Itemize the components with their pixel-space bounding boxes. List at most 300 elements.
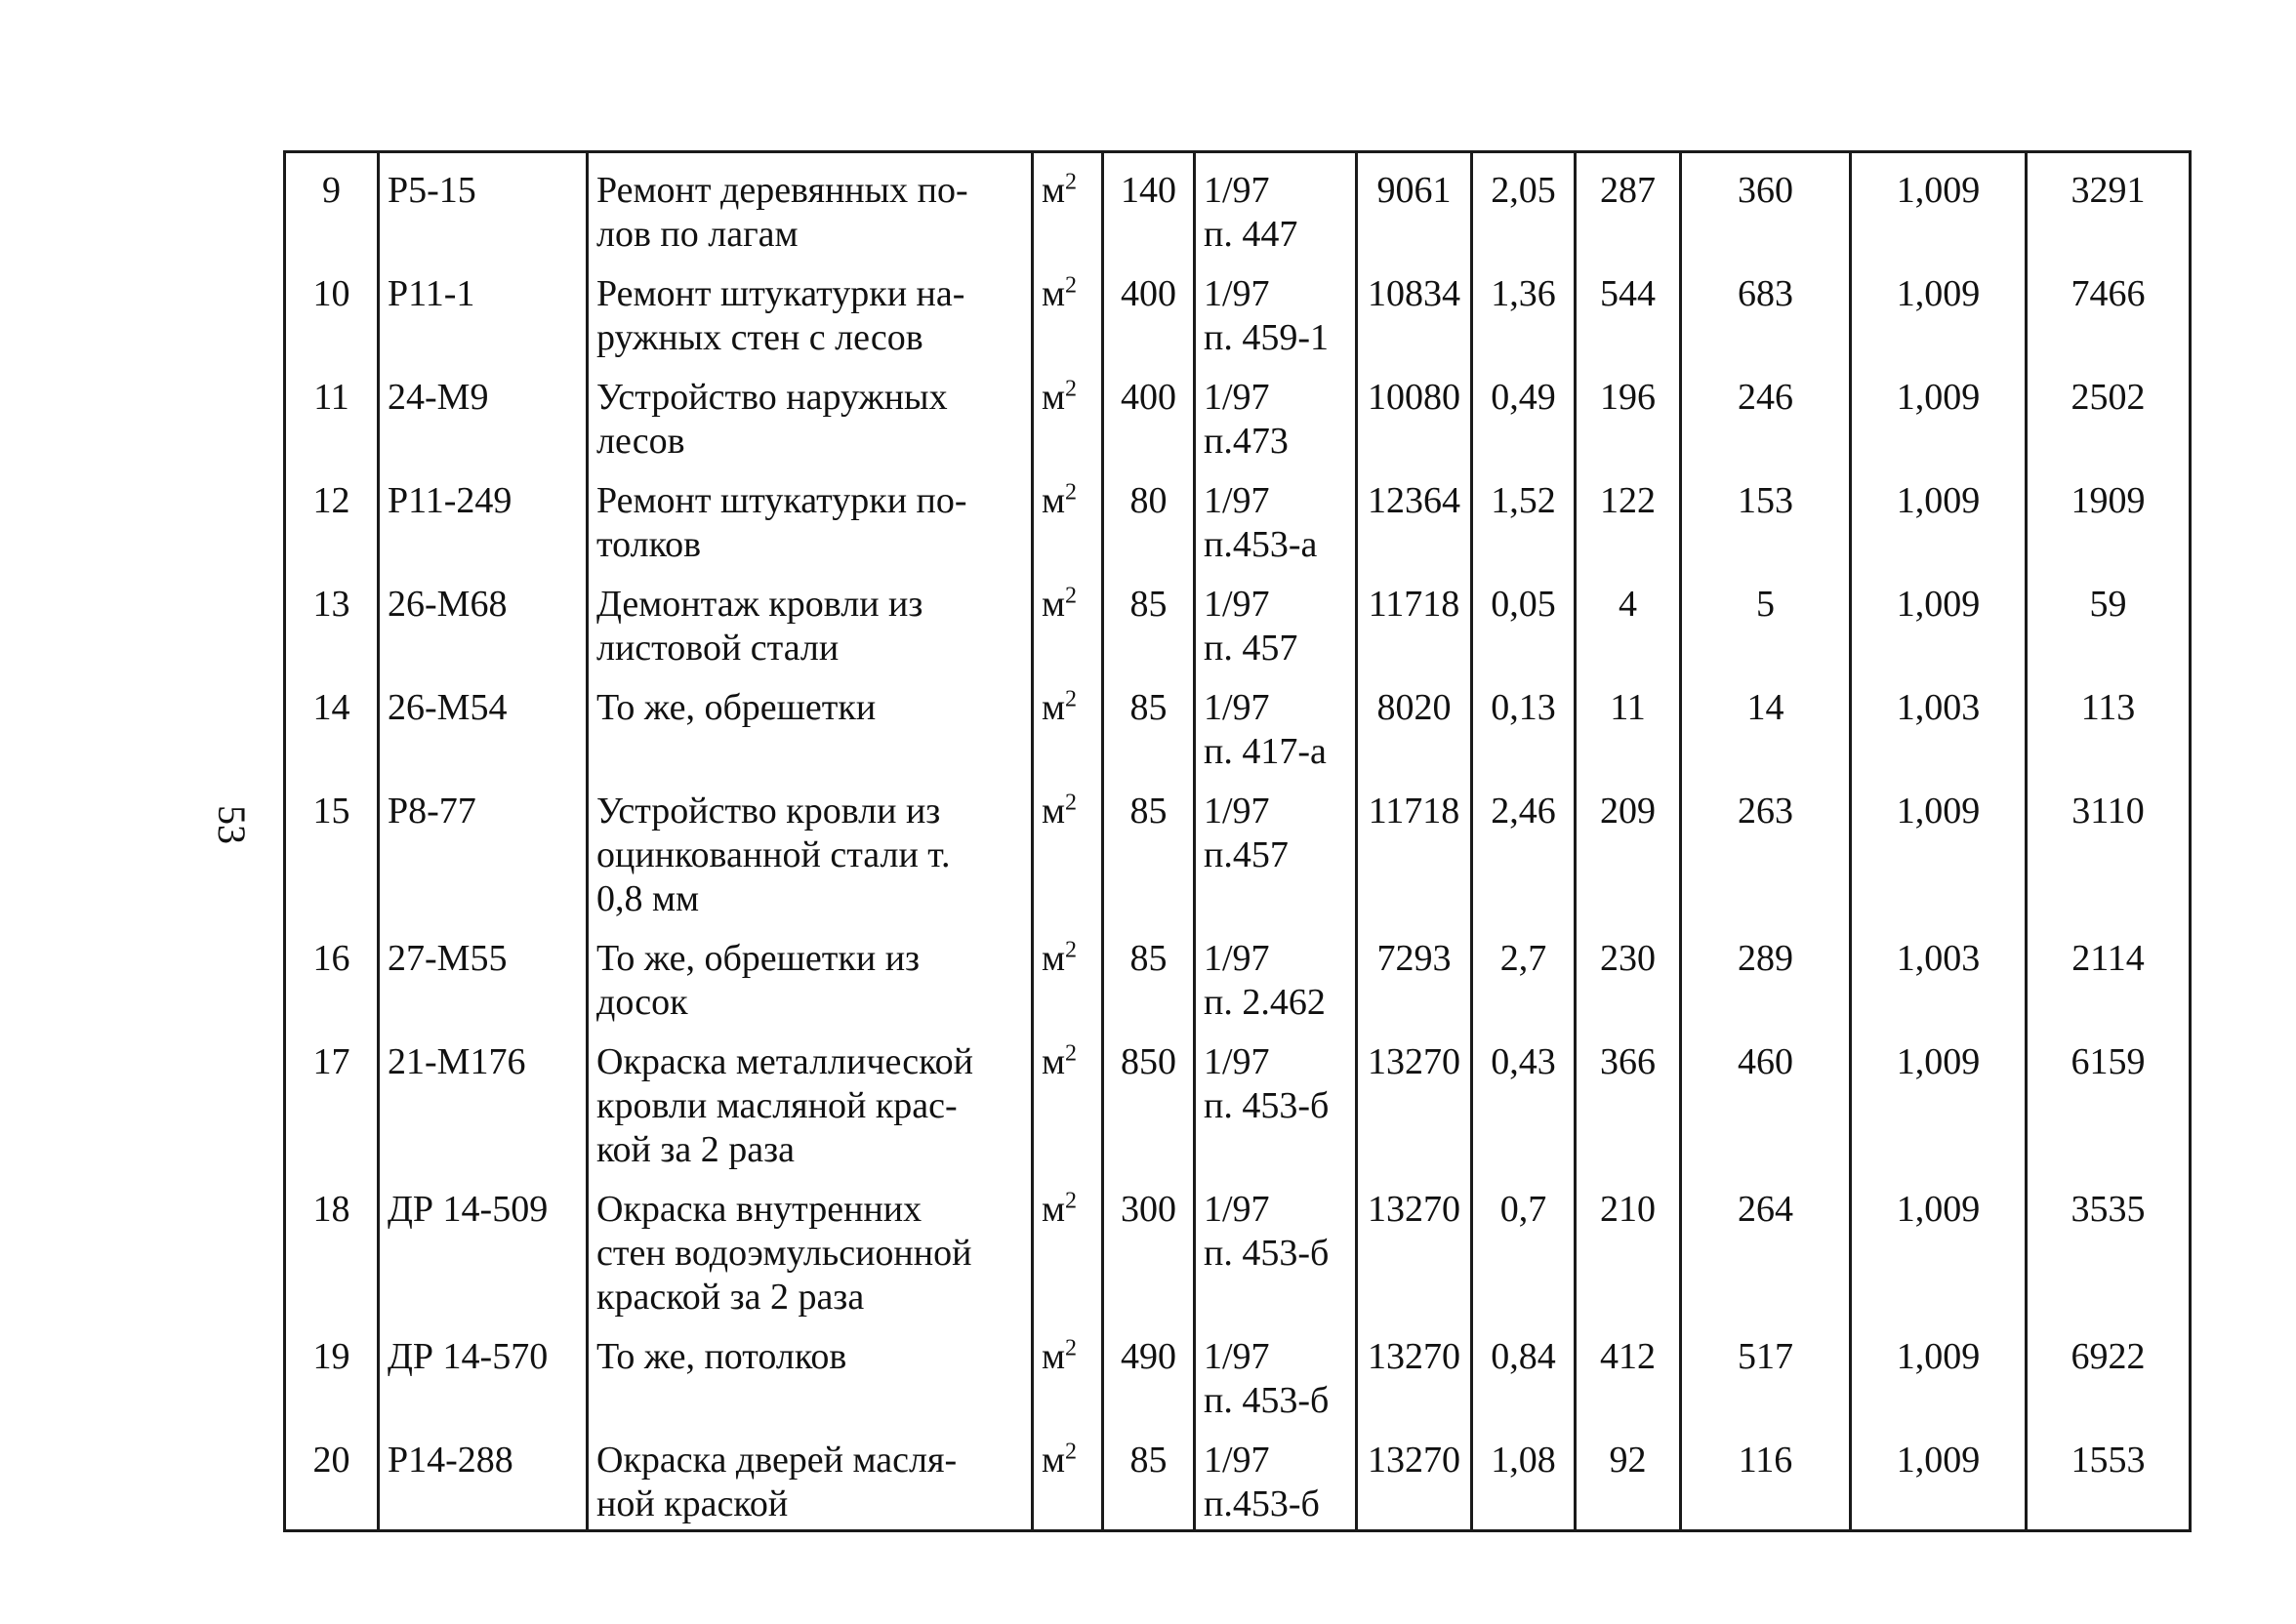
price: 13270 — [1368, 1336, 1460, 1377]
description-line: То же, обрешетки — [596, 687, 877, 728]
reference-cell — [1195, 360, 1357, 464]
code-cell — [379, 1025, 588, 1172]
price: 11718 — [1368, 584, 1460, 625]
unit: м — [1042, 377, 1066, 418]
reference-cell — [1195, 1172, 1357, 1320]
price-cell — [1357, 257, 1472, 360]
cost-cell — [1576, 774, 1681, 921]
coefficient: 1,009 — [1896, 480, 1981, 521]
price: 9061 — [1376, 170, 1452, 211]
code-cell — [379, 1423, 588, 1530]
quantity: 400 — [1121, 377, 1176, 418]
total-value: 6159 — [2070, 1041, 2146, 1082]
description-cell — [588, 1172, 1033, 1320]
cost-adjusted-cell — [1681, 1172, 1851, 1320]
unit: м — [1042, 687, 1066, 728]
row-number: 10 — [312, 273, 350, 314]
unit: м — [1042, 170, 1066, 211]
unit-cell — [1033, 1423, 1103, 1530]
reference-line: п. 457 — [1204, 628, 1298, 669]
reference-cell — [1195, 464, 1357, 567]
table-row — [285, 1025, 2191, 1172]
total-cell — [2027, 670, 2191, 774]
cost-adjusted-cell — [1681, 567, 1851, 670]
unit-exponent: 2 — [1065, 376, 1078, 402]
description-line: оцинкованной стали т. — [596, 834, 951, 875]
cost-adjusted-value: 460 — [1738, 1041, 1793, 1082]
price-cell — [1357, 1320, 1472, 1423]
reference-cell — [1195, 1423, 1357, 1530]
row-number-cell — [285, 360, 379, 464]
coefficient-cell — [1851, 1025, 2027, 1172]
description-line: ной краской — [596, 1483, 789, 1524]
cost-adjusted-cell — [1681, 1320, 1851, 1423]
norm-code: Р5-15 — [388, 170, 476, 211]
norm-code: Р11-1 — [388, 273, 475, 314]
description-line: лов по лагам — [596, 214, 799, 255]
unit-cell — [1033, 1320, 1103, 1423]
price-cell — [1357, 921, 1472, 1025]
quantity: 300 — [1121, 1189, 1176, 1230]
reference-line: 1/97 — [1204, 791, 1270, 832]
description-line: краской за 2 раза — [596, 1277, 865, 1318]
norm-cell — [1472, 1172, 1576, 1320]
reference-line: 1/97 — [1204, 170, 1270, 211]
coefficient: 1,009 — [1896, 1189, 1981, 1230]
norm-value: 0,05 — [1491, 584, 1556, 625]
coefficient: 1,009 — [1896, 1440, 1981, 1481]
cost-cell — [1576, 921, 1681, 1025]
norm-cell — [1472, 921, 1576, 1025]
unit-cell — [1033, 567, 1103, 670]
quantity-cell — [1103, 464, 1195, 567]
price-cell — [1357, 567, 1472, 670]
description-line: 0,8 мм — [596, 878, 700, 919]
description-cell — [588, 774, 1033, 921]
unit-exponent: 2 — [1065, 686, 1078, 712]
reference-line: п. 2.462 — [1204, 982, 1326, 1023]
cost-value: 230 — [1600, 938, 1656, 979]
description-cell — [588, 257, 1033, 360]
row-number-cell — [285, 257, 379, 360]
price: 10834 — [1368, 273, 1460, 314]
unit-cell — [1033, 464, 1103, 567]
code-cell — [379, 1172, 588, 1320]
unit: м — [1042, 1189, 1066, 1230]
cost-adjusted-cell — [1681, 921, 1851, 1025]
norm-cell — [1472, 360, 1576, 464]
reference-line: п. 459-1 — [1204, 317, 1329, 358]
cost-value: 287 — [1600, 170, 1656, 211]
quantity-cell — [1103, 360, 1195, 464]
row-number-cell — [285, 1423, 379, 1530]
price: 11718 — [1368, 791, 1460, 832]
row-number: 9 — [322, 170, 341, 211]
coefficient-cell — [1851, 670, 2027, 774]
norm-value: 0,49 — [1491, 377, 1556, 418]
price: 13270 — [1368, 1041, 1460, 1082]
unit-exponent: 2 — [1065, 1188, 1078, 1214]
row-number-cell — [285, 774, 379, 921]
cost-adjusted-cell — [1681, 152, 1851, 258]
cost-value: 209 — [1600, 791, 1656, 832]
row-number-cell — [285, 567, 379, 670]
table-row — [285, 774, 2191, 921]
quantity: 400 — [1121, 273, 1176, 314]
price-cell — [1357, 774, 1472, 921]
cost-adjusted-cell — [1681, 464, 1851, 567]
cost-adjusted-cell — [1681, 360, 1851, 464]
norm-cell — [1472, 567, 1576, 670]
norm-value: 0,43 — [1491, 1041, 1556, 1082]
row-number: 15 — [312, 791, 350, 832]
unit-cell — [1033, 152, 1103, 258]
reference-line: 1/97 — [1204, 687, 1270, 728]
norm-code: 27-М55 — [388, 938, 508, 979]
table-body — [285, 152, 2191, 1531]
coefficient-cell — [1851, 1320, 2027, 1423]
total-cell — [2027, 1172, 2191, 1320]
coefficient-cell — [1851, 1172, 2027, 1320]
description-line: листовой стали — [596, 628, 840, 669]
total-value: 59 — [2089, 584, 2127, 625]
quantity: 140 — [1121, 170, 1176, 211]
description-cell — [588, 1423, 1033, 1530]
cost-cell — [1576, 1423, 1681, 1530]
row-number-cell — [285, 1172, 379, 1320]
unit: м — [1042, 480, 1066, 521]
norm-cell — [1472, 670, 1576, 774]
description-cell — [588, 567, 1033, 670]
description-line: толков — [596, 524, 702, 565]
reference-line: п.453-а — [1204, 524, 1318, 565]
norm-code: ДР 14-509 — [388, 1189, 549, 1230]
row-number: 12 — [312, 480, 350, 521]
description-line: Ремонт деревянных по- — [596, 170, 968, 211]
description-line: ружных стен с лесов — [596, 317, 923, 358]
cost-cell — [1576, 360, 1681, 464]
description-line: Окраска дверей масля- — [596, 1440, 958, 1481]
description-cell — [588, 152, 1033, 258]
unit-cell — [1033, 1172, 1103, 1320]
total-cell — [2027, 360, 2191, 464]
price: 13270 — [1368, 1189, 1460, 1230]
coefficient-cell — [1851, 774, 2027, 921]
code-cell — [379, 921, 588, 1025]
reference-line: п. 447 — [1204, 214, 1298, 255]
total-value: 6922 — [2070, 1336, 2146, 1377]
table-row — [285, 921, 2191, 1025]
unit-exponent: 2 — [1065, 169, 1078, 195]
total-value: 3535 — [2070, 1189, 2146, 1230]
cost-adjusted-cell — [1681, 1025, 1851, 1172]
total-value: 113 — [2080, 687, 2136, 728]
unit-exponent: 2 — [1065, 479, 1078, 506]
cost-adjusted-value: 153 — [1738, 480, 1793, 521]
price-cell — [1357, 1423, 1472, 1530]
norm-value: 0,7 — [1499, 1189, 1547, 1230]
unit: м — [1042, 584, 1066, 625]
price-cell — [1357, 670, 1472, 774]
quantity: 850 — [1121, 1041, 1176, 1082]
quantity-cell — [1103, 921, 1195, 1025]
cost-value: 11 — [1610, 687, 1646, 728]
description-line: Устройство кровли из — [596, 791, 941, 832]
row-number: 11 — [313, 377, 349, 418]
unit-exponent: 2 — [1065, 1335, 1078, 1361]
coefficient: 1,009 — [1896, 584, 1981, 625]
total-value: 2114 — [2071, 938, 2145, 979]
unit: м — [1042, 1336, 1066, 1377]
total-cell — [2027, 1423, 2191, 1530]
quantity-cell — [1103, 774, 1195, 921]
row-number: 14 — [312, 687, 350, 728]
total-value: 3291 — [2070, 170, 2146, 211]
description-line: стен водоэмульсионной — [596, 1233, 972, 1274]
price: 12364 — [1368, 480, 1460, 521]
reference-cell — [1195, 1320, 1357, 1423]
cost-cell — [1576, 464, 1681, 567]
reference-line: п. 417-а — [1204, 731, 1327, 772]
description-line: Ремонт штукатурки на- — [596, 273, 965, 314]
description-line: кой за 2 раза — [596, 1129, 795, 1170]
description-cell — [588, 360, 1033, 464]
reference-line: п. 453-б — [1204, 1233, 1330, 1274]
description-line: То же, потолков — [596, 1336, 847, 1377]
row-number: 20 — [312, 1440, 350, 1481]
description-line: досок — [596, 982, 688, 1023]
reference-cell — [1195, 774, 1357, 921]
unit-exponent: 2 — [1065, 937, 1078, 963]
norm-cell — [1472, 152, 1576, 258]
cost-adjusted-value: 517 — [1738, 1336, 1793, 1377]
row-number-cell — [285, 1320, 379, 1423]
quantity: 85 — [1129, 1440, 1168, 1481]
cost-adjusted-value: 289 — [1738, 938, 1793, 979]
table-row — [285, 257, 2191, 360]
total-cell — [2027, 921, 2191, 1025]
unit-cell — [1033, 257, 1103, 360]
unit-cell — [1033, 1025, 1103, 1172]
unit-cell — [1033, 360, 1103, 464]
row-number-cell — [285, 152, 379, 258]
reference-cell — [1195, 921, 1357, 1025]
unit-cell — [1033, 774, 1103, 921]
price-cell — [1357, 464, 1472, 567]
cost-adjusted-value: 5 — [1756, 584, 1775, 625]
description-cell — [588, 1320, 1033, 1423]
cost-adjusted-value: 683 — [1738, 273, 1793, 314]
cost-value: 210 — [1600, 1189, 1656, 1230]
coefficient: 1,009 — [1896, 1041, 1981, 1082]
norm-cell — [1472, 1423, 1576, 1530]
coefficient-cell — [1851, 464, 2027, 567]
norm-code: 26-М54 — [388, 687, 508, 728]
quantity: 490 — [1121, 1336, 1176, 1377]
coefficient: 1,009 — [1896, 1336, 1981, 1377]
quantity-cell — [1103, 1423, 1195, 1530]
table-row — [285, 360, 2191, 464]
table-row — [285, 1423, 2191, 1530]
reference-line: 1/97 — [1204, 1041, 1270, 1082]
coefficient: 1,003 — [1896, 687, 1981, 728]
price: 8020 — [1376, 687, 1452, 728]
quantity-cell — [1103, 1025, 1195, 1172]
total-cell — [2027, 774, 2191, 921]
description-line: Демонтаж кровли из — [596, 584, 923, 625]
cost-adjusted-value: 116 — [1738, 1440, 1793, 1481]
reference-cell — [1195, 670, 1357, 774]
page-number: 53 — [210, 805, 254, 844]
code-cell — [379, 670, 588, 774]
quantity-cell — [1103, 670, 1195, 774]
reference-cell — [1195, 257, 1357, 360]
norm-value: 1,52 — [1491, 480, 1556, 521]
row-number: 16 — [312, 938, 350, 979]
coefficient-cell — [1851, 257, 2027, 360]
reference-line: 1/97 — [1204, 1336, 1270, 1377]
total-cell — [2027, 1025, 2191, 1172]
quantity-cell — [1103, 1320, 1195, 1423]
reference-cell — [1195, 152, 1357, 258]
unit: м — [1042, 791, 1066, 832]
unit-exponent: 2 — [1065, 272, 1078, 299]
row-number: 17 — [312, 1041, 350, 1082]
cost-cell — [1576, 1320, 1681, 1423]
cost-value: 122 — [1600, 480, 1656, 521]
cost-adjusted-cell — [1681, 670, 1851, 774]
cost-cell — [1576, 567, 1681, 670]
cost-cell — [1576, 257, 1681, 360]
reference-line: 1/97 — [1204, 584, 1270, 625]
coefficient: 1,009 — [1896, 170, 1981, 211]
total-cell — [2027, 464, 2191, 567]
table-row — [285, 464, 2191, 567]
reference-line: п. 453-б — [1204, 1380, 1330, 1421]
quantity: 85 — [1129, 938, 1168, 979]
norm-cell — [1472, 774, 1576, 921]
total-cell — [2027, 567, 2191, 670]
coefficient-cell — [1851, 921, 2027, 1025]
total-value: 2502 — [2070, 377, 2146, 418]
coefficient: 1,009 — [1896, 273, 1981, 314]
price-cell — [1357, 152, 1472, 258]
row-number-cell — [285, 1025, 379, 1172]
reference-line: 1/97 — [1204, 938, 1270, 979]
description-cell — [588, 670, 1033, 774]
norm-code: ДР 14-570 — [388, 1336, 549, 1377]
row-number: 18 — [312, 1189, 350, 1230]
cost-cell — [1576, 670, 1681, 774]
quantity: 80 — [1129, 480, 1168, 521]
row-number-cell — [285, 464, 379, 567]
row-number-cell — [285, 670, 379, 774]
cost-cell — [1576, 1172, 1681, 1320]
coefficient: 1,003 — [1896, 938, 1981, 979]
quantity: 85 — [1129, 791, 1168, 832]
cost-cell — [1576, 152, 1681, 258]
unit: м — [1042, 938, 1066, 979]
price: 10080 — [1368, 377, 1460, 418]
unit-exponent: 2 — [1065, 790, 1078, 816]
description-line: То же, обрешетки из — [596, 938, 921, 979]
description-line: Устройство наружных — [596, 377, 948, 418]
cost-adjusted-cell — [1681, 257, 1851, 360]
table-row — [285, 1172, 2191, 1320]
cost-adjusted-value: 14 — [1746, 687, 1784, 728]
coefficient-cell — [1851, 152, 2027, 258]
reference-cell — [1195, 567, 1357, 670]
unit-exponent: 2 — [1065, 1439, 1078, 1465]
norm-cell — [1472, 464, 1576, 567]
norm-cell — [1472, 1320, 1576, 1423]
quantity-cell — [1103, 567, 1195, 670]
code-cell — [379, 567, 588, 670]
cost-value: 366 — [1600, 1041, 1656, 1082]
reference-line: п.453-б — [1204, 1483, 1320, 1524]
code-cell — [379, 257, 588, 360]
total-cell — [2027, 257, 2191, 360]
coefficient: 1,009 — [1896, 791, 1981, 832]
unit-cell — [1033, 921, 1103, 1025]
description-line: Ремонт штукатурки по- — [596, 480, 967, 521]
description-line: Окраска внутренних — [596, 1189, 922, 1230]
cost-value: 544 — [1600, 273, 1656, 314]
row-number-cell — [285, 921, 379, 1025]
price-cell — [1357, 1172, 1472, 1320]
norm-value: 1,36 — [1491, 273, 1556, 314]
reference-line: п. 453-б — [1204, 1085, 1330, 1126]
cost-adjusted-value: 263 — [1738, 791, 1793, 832]
price-cell — [1357, 360, 1472, 464]
cost-value: 4 — [1619, 584, 1637, 625]
cost-adjusted-value: 360 — [1738, 170, 1793, 211]
cost-adjusted-value: 264 — [1738, 1189, 1793, 1230]
code-cell — [379, 360, 588, 464]
reference-line: 1/97 — [1204, 480, 1270, 521]
reference-cell — [1195, 1025, 1357, 1172]
norm-cell — [1472, 1025, 1576, 1172]
coefficient: 1,009 — [1896, 377, 1981, 418]
price: 7293 — [1376, 938, 1452, 979]
total-value: 1909 — [2070, 480, 2146, 521]
table-row — [285, 670, 2191, 774]
total-value: 7466 — [2070, 273, 2146, 314]
row-number: 19 — [312, 1336, 350, 1377]
unit-exponent: 2 — [1065, 583, 1078, 609]
estimate-table — [283, 150, 2192, 1532]
norm-value: 2,7 — [1499, 938, 1547, 979]
reference-line: п.457 — [1204, 834, 1289, 875]
code-cell — [379, 464, 588, 567]
coefficient-cell — [1851, 1423, 2027, 1530]
code-cell — [379, 152, 588, 258]
unit-exponent: 2 — [1065, 1040, 1078, 1067]
coefficient-cell — [1851, 360, 2027, 464]
coefficient-cell — [1851, 567, 2027, 670]
row-number: 13 — [312, 584, 350, 625]
description-cell — [588, 464, 1033, 567]
cost-adjusted-cell — [1681, 1423, 1851, 1530]
cost-adjusted-value: 246 — [1738, 377, 1793, 418]
norm-code: 21-М176 — [388, 1041, 526, 1082]
unit: м — [1042, 1440, 1066, 1481]
description-line: кровли масляной крас- — [596, 1085, 958, 1126]
reference-line: 1/97 — [1204, 377, 1270, 418]
description-line: лесов — [596, 421, 685, 462]
price: 13270 — [1368, 1440, 1460, 1481]
quantity: 85 — [1129, 687, 1168, 728]
